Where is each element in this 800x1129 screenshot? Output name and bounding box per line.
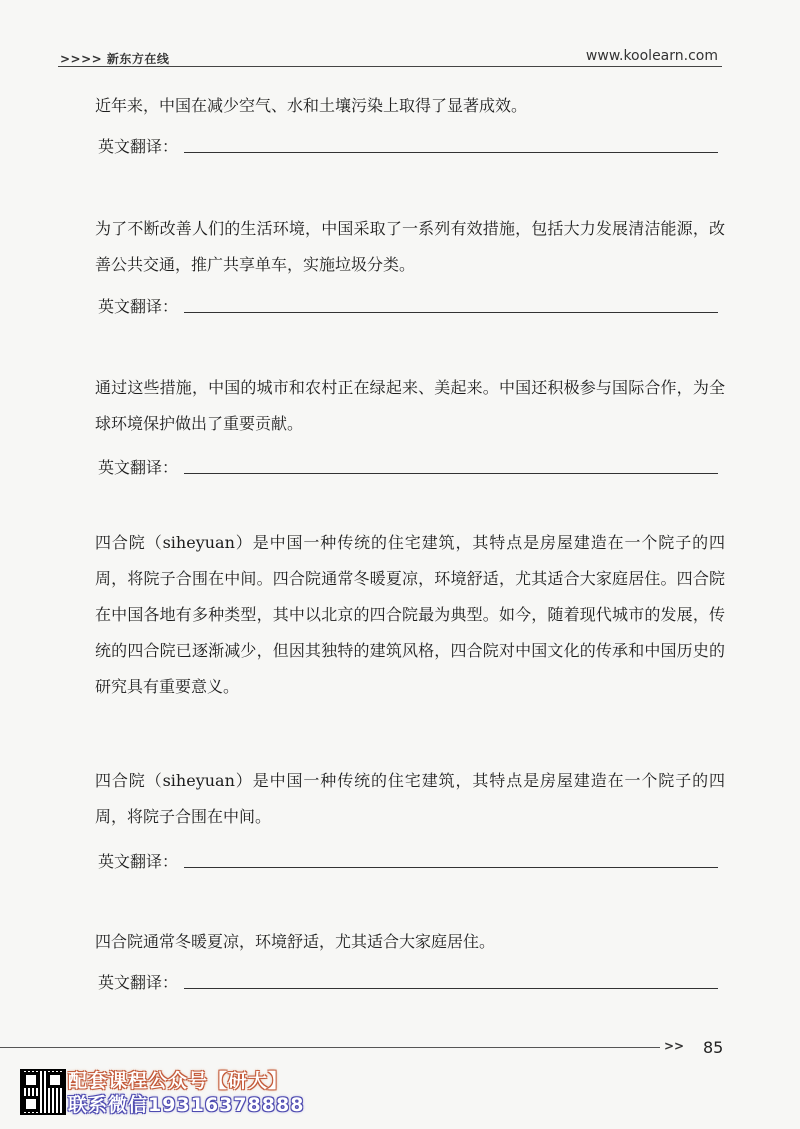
- passage-4: 四合院（siheyuan）是中国一种传统的住宅建筑，其特点是房屋建造在一个院子的四周，将院子合围在中间。四合院通常冬暖夏凉，环境舒适，尤其适合大家庭居住。四合院在中国各地有多种类型，其中以北京的四合院最为典型。如今，随着现代城市的发展，传统的四合院已逐渐减少，但因其独特的建筑风格，四合院对中国文化的传承和中国历史的研究具有重要意义。: [95, 533, 725, 696]
- qr-code-icon: [20, 1069, 66, 1115]
- promo-contact: 联系微信19316378888: [68, 1094, 305, 1116]
- answer-row-5: [98, 849, 718, 872]
- answer-blank-1[interactable]: [184, 151, 718, 153]
- answer-label: 英文翻译：: [98, 137, 179, 156]
- header-brand: >>>> 新东方在线: [60, 52, 170, 66]
- passage-3: 通过这些措施，中国的城市和农村正在绿起来、美起来。中国还积极参与国际合作，为全球环境保护做出了重要贡献。: [95, 378, 725, 433]
- passage-6: 四合院通常冬暖夏凉，环境舒适，尤其适合大家庭居住。: [95, 932, 496, 951]
- header-url: www.koolearn.com: [585, 48, 718, 64]
- passage-2: 为了不断改善人们的生活环境，中国采取了一系列有效措施，包括大力发展清洁能源，改善公共交通，推广共享单车，实施垃圾分类。: [95, 219, 725, 274]
- promo-wechat-account: 配套课程公众号【研大】: [68, 1070, 289, 1092]
- footer-divider: [0, 1047, 660, 1048]
- answer-label: 英文翻译：: [98, 973, 179, 992]
- header-divider: [58, 66, 722, 67]
- answer-label: 英文翻译：: [98, 852, 179, 871]
- page-number: 85: [703, 1038, 724, 1057]
- answer-blank-3[interactable]: [184, 472, 718, 474]
- footer-arrow: >>: [664, 1039, 685, 1053]
- answer-row-3: [98, 455, 718, 478]
- passage-1: 近年来，中国在减少空气、水和土壤污染上取得了显著成效。: [95, 96, 528, 115]
- answer-row-1: [98, 134, 718, 157]
- answer-label: 英文翻译：: [98, 297, 179, 316]
- answer-label: 英文翻译：: [98, 458, 179, 477]
- answer-blank-2[interactable]: [184, 311, 718, 313]
- answer-row-6: [98, 970, 718, 993]
- answer-blank-5[interactable]: [184, 866, 718, 868]
- passage-5: 四合院（siheyuan）是中国一种传统的住宅建筑，其特点是房屋建造在一个院子的四周，将院子合围在中间。: [95, 771, 725, 826]
- answer-blank-6[interactable]: [184, 987, 718, 989]
- answer-row-2: [98, 294, 718, 317]
